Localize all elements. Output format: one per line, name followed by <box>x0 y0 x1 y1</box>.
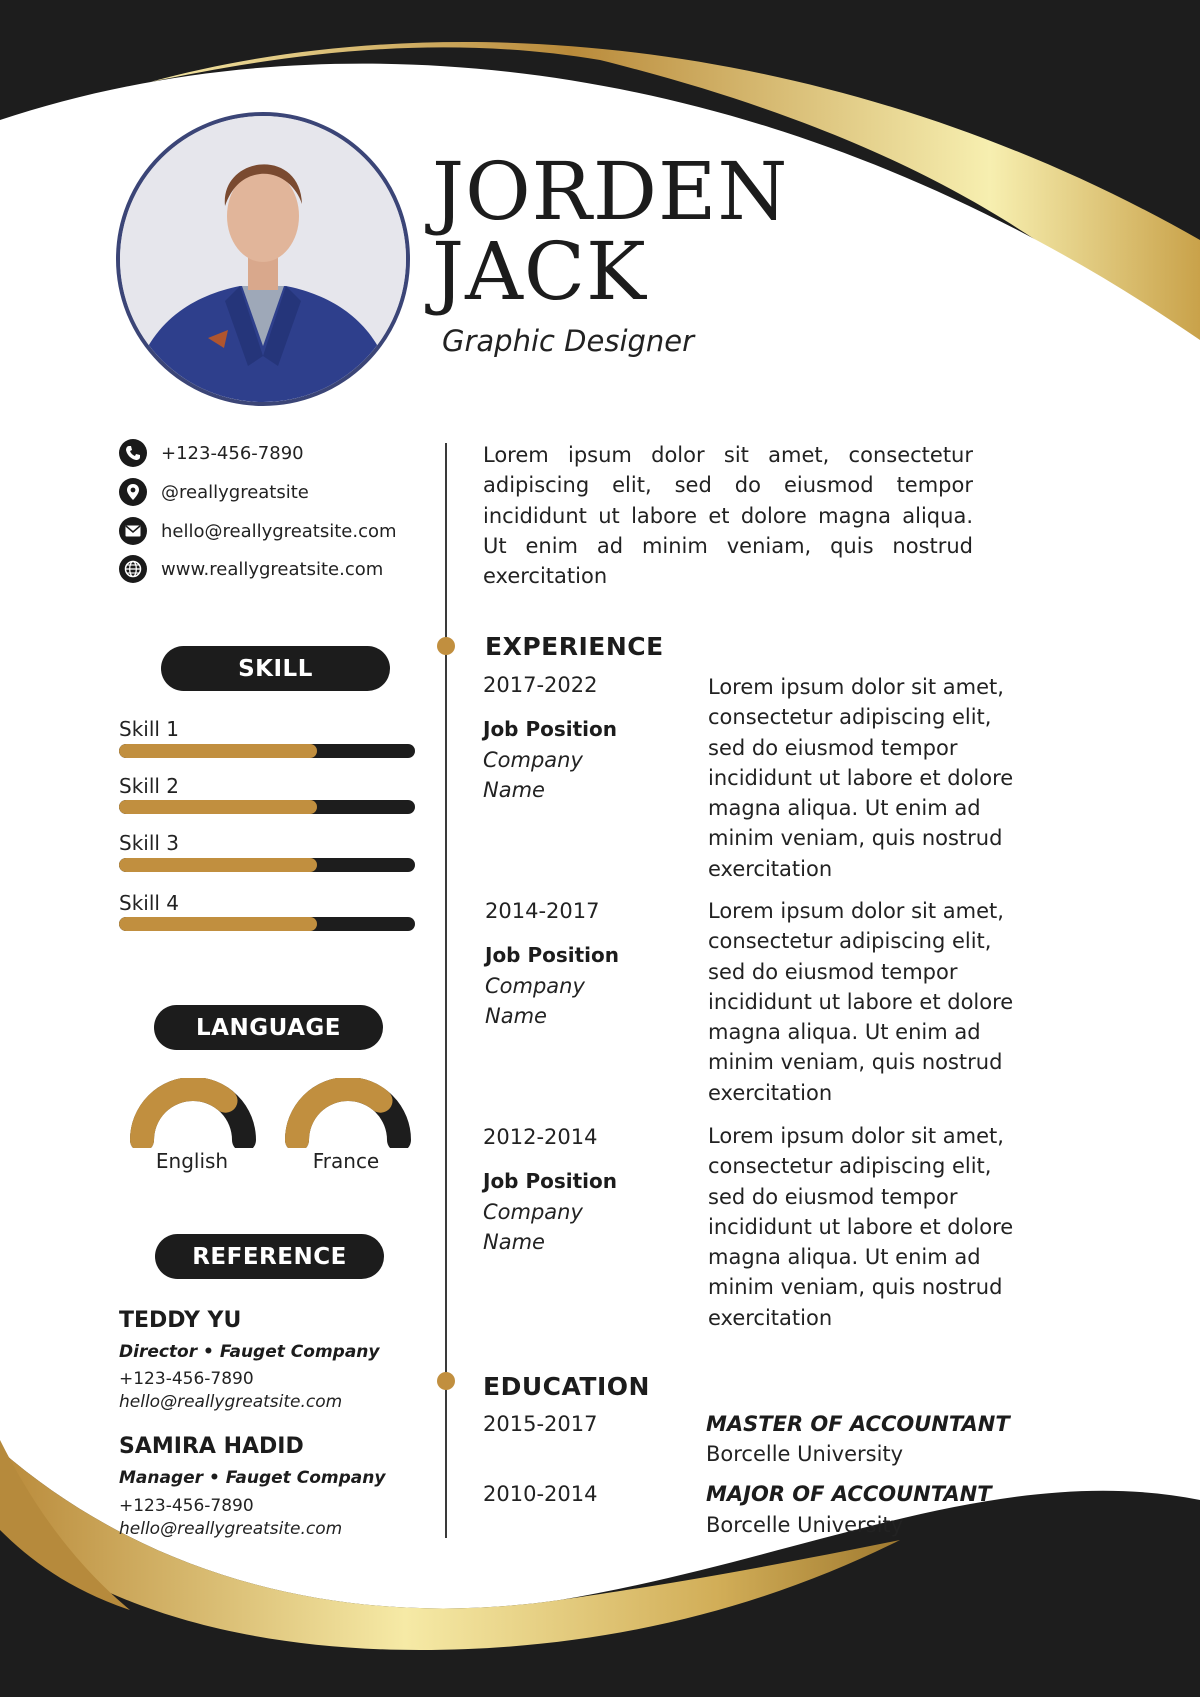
phone-icon <box>119 439 147 467</box>
contact-text: +123-456-7890 <box>161 442 304 464</box>
education-timeline-dot <box>437 1372 455 1390</box>
contact-text: hello@reallygreatsite.com <box>161 520 397 542</box>
reference-phone: +123-456-7890 <box>119 1369 254 1389</box>
experience-timeline-dot <box>437 637 455 655</box>
reference-name: SAMIRA HADID <box>119 1434 304 1459</box>
language-label: France <box>312 1149 380 1173</box>
reference-role: Manager • Fauget Company <box>119 1468 386 1488</box>
skill-label: Skill 3 <box>119 831 180 855</box>
skill-bar <box>119 858 415 872</box>
language-gauge-english <box>128 1078 258 1148</box>
contact-text: www.reallygreatsite.com <box>161 558 384 580</box>
reference-heading: REFERENCE <box>155 1234 384 1279</box>
experience-position: Job Position <box>483 1169 618 1193</box>
contact-website <box>119 554 383 584</box>
education-years: 2015-2017 <box>483 1412 598 1436</box>
education-years: 2010-2014 <box>483 1482 598 1506</box>
globe-icon <box>119 555 147 583</box>
last-name: JACK <box>432 225 647 318</box>
contact-text: @reallygreatsite <box>161 481 309 503</box>
job-title: Graphic Designer <box>442 324 695 358</box>
language-gauge-france <box>283 1078 413 1148</box>
skill-bar-fill <box>119 858 317 872</box>
location-pin-icon <box>119 478 147 506</box>
experience-years: 2017-2022 <box>483 673 598 697</box>
language-label: English <box>155 1149 229 1173</box>
skill-bar <box>119 917 415 931</box>
experience-description: Lorem ipsum dolor sit amet, consectetur adipiscing elit, sed do eiusmod tempor incididunt ut labore et dolore magna aliqua. Ut enim ad minim veniam, quis nostrud exercitation <box>708 899 1014 1105</box>
skill-bar <box>119 744 415 758</box>
skill-bar <box>119 800 415 814</box>
mail-icon <box>119 517 147 545</box>
experience-years: 2014-2017 <box>485 899 600 923</box>
experience-position: Job Position <box>483 717 618 741</box>
experience-company: Company Name <box>483 748 583 802</box>
education-degree: MASTER OF ACCOUNTANT <box>706 1412 1010 1436</box>
reference-email: hello@reallygreatsite.com <box>119 1519 343 1539</box>
experience-description: Lorem ipsum dolor sit amet, consectetur adipiscing elit, sed do eiusmod tempor incididunt ut labore et dolore magna aliqua. Ut enim ad minim veniam, quis nostrud exercitation <box>708 675 1014 881</box>
experience-heading: EXPERIENCE <box>485 632 664 661</box>
education-heading: EDUCATION <box>483 1372 650 1401</box>
language-gauge-fill <box>297 1089 381 1140</box>
contact-email <box>119 516 397 546</box>
full-name <box>432 145 789 318</box>
education-degree: MAJOR OF ACCOUNTANT <box>706 1482 992 1506</box>
profile-photo <box>116 112 410 406</box>
first-name: JORDEN <box>432 145 789 238</box>
contact-phone <box>119 438 304 468</box>
experience-years: 2012-2014 <box>483 1125 598 1149</box>
education-school: Borcelle University <box>706 1442 904 1466</box>
skill-bar-fill <box>119 800 317 814</box>
education-school: Borcelle University <box>706 1513 904 1537</box>
skill-bar-fill <box>119 917 317 931</box>
profile-summary: Lorem ipsum dolor sit amet, consectetur adipiscing elit, sed do eiusmod tempor incididunt ut labore et dolore magna aliqua. Ut enim ad minim veniam, quis nostrud exercitation <box>483 443 973 589</box>
reference-name: TEDDY YU <box>119 1308 242 1333</box>
experience-company: Company Name <box>485 974 585 1028</box>
person-portrait-icon <box>120 116 406 402</box>
reference-email: hello@reallygreatsite.com <box>119 1392 343 1412</box>
reference-phone: +123-456-7890 <box>119 1496 254 1516</box>
skill-label: Skill 4 <box>119 891 180 915</box>
skill-heading: SKILL <box>161 646 390 691</box>
skill-label: Skill 1 <box>119 717 180 741</box>
language-heading: LANGUAGE <box>154 1005 383 1050</box>
skill-bar-fill <box>119 744 317 758</box>
experience-description: Lorem ipsum dolor sit amet, consectetur adipiscing elit, sed do eiusmod tempor incididunt ut labore et dolore magna aliqua. Ut enim ad minim veniam, quis nostrud exercitation <box>708 1124 1014 1330</box>
skill-label: Skill 2 <box>119 774 180 798</box>
reference-role: Director • Fauget Company <box>119 1342 380 1362</box>
experience-company: Company Name <box>483 1200 583 1254</box>
contact-social <box>119 477 309 507</box>
experience-position: Job Position <box>485 943 620 967</box>
language-gauge-fill <box>142 1089 226 1140</box>
